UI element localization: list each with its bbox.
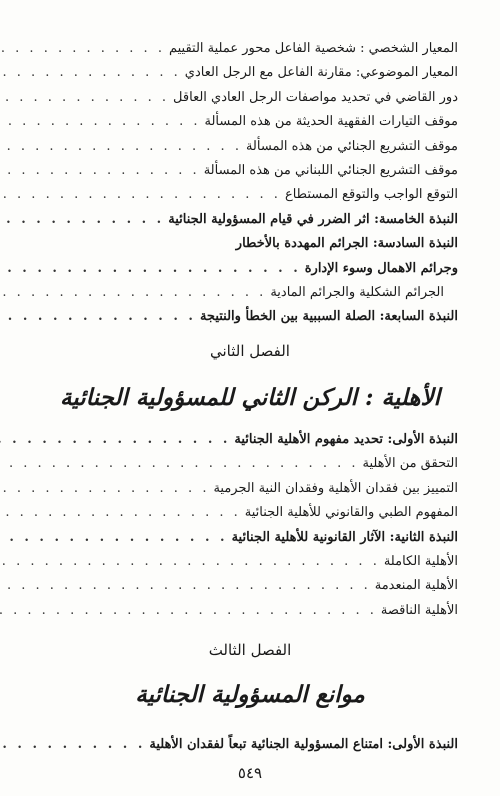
toc-entry-title: النبذة السابعة: الصلة السببية بين الخطأ والنتيجة <box>199 309 458 325</box>
toc-entry-title: وجرائم الاهمال وسوء الإدارة <box>304 260 458 276</box>
leader-dots <box>0 452 358 476</box>
leader-dots <box>0 550 380 574</box>
toc-entry-title: الأهلية المنعدمة <box>374 578 458 594</box>
toc-entry <box>34 281 458 305</box>
toc-entry <box>34 428 458 452</box>
leader-dots <box>0 135 242 159</box>
leader-dots <box>0 305 196 329</box>
toc-entry <box>34 501 458 525</box>
chapter-3-heading: الفصل الثالث <box>208 641 292 659</box>
leader-dots <box>0 733 145 757</box>
toc-entry-title: المعيار الموضوعي: مقارنة الفاعل مع الرجل العادي <box>184 65 458 81</box>
toc-entry-title: المفهوم الطبي والقانوني للأهلية الجنائية <box>244 505 458 521</box>
toc-entry-title: الأهلية الناقصة <box>380 602 458 618</box>
leader-dots <box>0 599 377 623</box>
toc-entry-title: التمييز بين فقدان الأهلية وفقدان النية الجرمية <box>213 480 458 496</box>
toc-entry-title: النبذة الأولى: تحديد مفهوم الأهلية الجنائية <box>234 432 458 447</box>
leader-dots <box>0 37 165 61</box>
page-number: ٥٤٩ <box>237 764 263 782</box>
toc-entry <box>34 526 458 550</box>
toc-entry <box>34 232 458 256</box>
leader-dots <box>0 574 371 598</box>
toc-entry-title: موقف التيارات الفقهية الحديثة من هذه المسألة <box>204 114 458 130</box>
toc-entry <box>34 305 458 329</box>
leader-dots <box>0 86 169 110</box>
leader-dots <box>0 281 266 305</box>
toc-entry <box>34 257 458 281</box>
leader-dots <box>0 501 241 525</box>
toc-entry-title: الجرائم الشكلية والجرائم المادية <box>270 284 444 300</box>
toc-entry <box>34 477 458 501</box>
toc-chapter-3 <box>34 733 458 757</box>
leader-dots <box>0 110 201 134</box>
toc-entry <box>34 208 458 232</box>
leader-dots <box>0 61 181 85</box>
toc-entry-title: دور القاضي في تحديد مواصفات الرجل العادي العاقل <box>173 89 458 105</box>
toc-entry-title: المعيار الشخصي : شخصية الفاعل محور عملية التقييم <box>168 41 458 56</box>
leader-dots <box>0 428 230 452</box>
leader-dots <box>0 159 200 183</box>
toc-entry-title: التحقق من الأهلية <box>362 456 458 472</box>
toc-entry-title: موقف التشريع الجنائي اللبناني من هذه المسألة <box>203 162 458 178</box>
toc-entry-title: الأهلية الكاملة <box>383 553 458 569</box>
toc-entry-title: النبذة السادسة: الجرائم المهددة بالأخطار <box>235 236 458 252</box>
toc-entry-title: موقف التشريع الجنائي من هذه المسألة <box>245 138 458 154</box>
chapter-3-title: موانع المسؤولية الجنائية <box>135 681 365 708</box>
toc-entry <box>34 574 458 598</box>
toc-entry <box>34 61 458 85</box>
toc-entry <box>34 599 458 623</box>
chapter-2-title: الأهلية : الركن الثاني للمسؤولية الجنائية <box>59 384 441 411</box>
toc-entry <box>34 733 458 757</box>
leader-dots <box>0 208 164 232</box>
toc-entry-title: النبذة الخامسة: اثر الضرر في قيام المسؤولية الجنائية <box>168 211 458 227</box>
toc-chapter-2 <box>34 428 458 623</box>
toc-entry <box>34 37 458 61</box>
toc-entry <box>34 452 458 476</box>
toc-entry <box>34 550 458 574</box>
leader-dots <box>0 183 281 207</box>
toc-entry <box>34 183 458 207</box>
toc-section-1 <box>34 37 458 330</box>
toc-entry-title: النبذة الثانية: الآثار القانونية للأهلية الجنائية <box>231 529 458 545</box>
leader-dots <box>0 477 209 501</box>
toc-entry-title: النبذة الأولى: امتناع المسؤولية الجنائية تبعاً لفقدان الأهلية <box>149 737 458 752</box>
toc-entry <box>34 86 458 110</box>
chapter-2-heading: الفصل الثاني <box>210 342 290 360</box>
toc-entry-title: التوقع الواجب والتوقع المستطاع <box>284 187 458 203</box>
leader-dots <box>0 526 228 550</box>
leader-dots <box>0 257 301 281</box>
toc-entry <box>34 135 458 159</box>
toc-entry <box>34 159 458 183</box>
toc-entry <box>34 110 458 134</box>
